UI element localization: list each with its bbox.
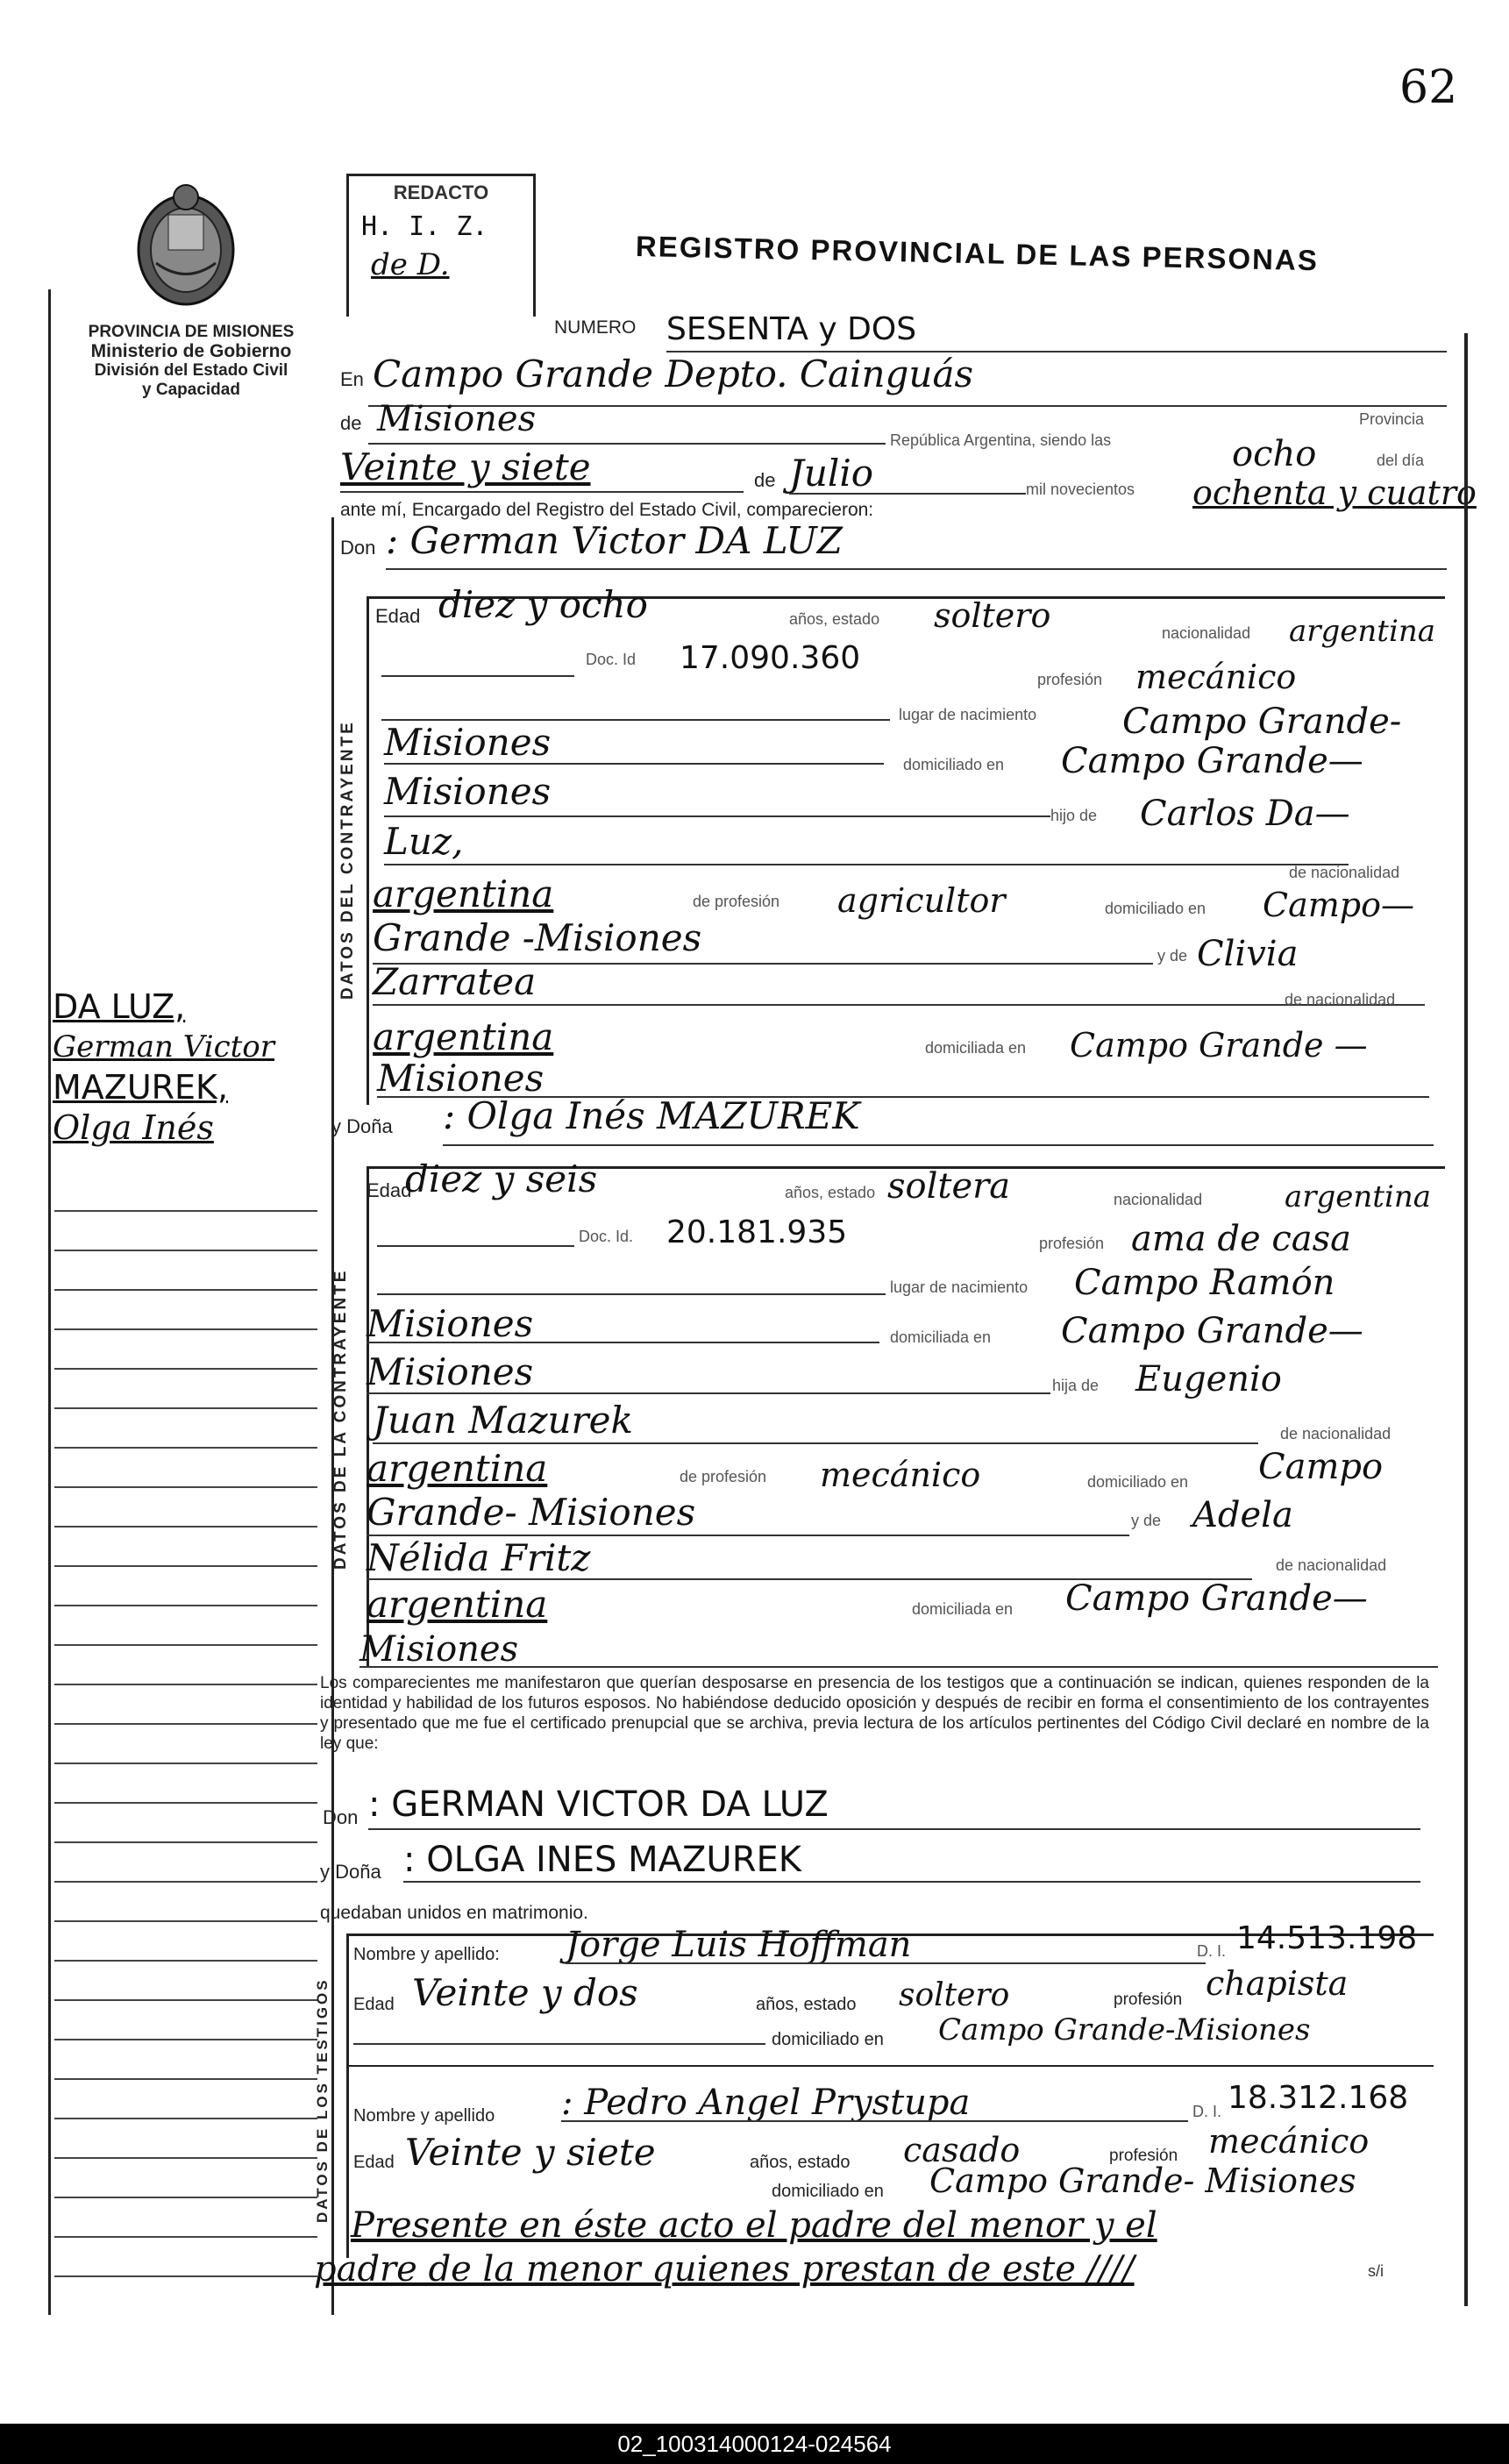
t1-nombre-label: Nombre y apellido: [353, 1945, 500, 1964]
footer-note-line-1: Presente en éste acto el padre del menor y el [351, 2205, 1157, 2246]
contrayenta-name: : Olga Inés MAZUREK [443, 1094, 860, 1137]
t2-dom-label: domiciliado en [772, 2182, 884, 2201]
f-anos-label: años, estado [785, 1184, 876, 1201]
c-nacionalidad-value: argentina [1289, 614, 1436, 649]
union-dona-value: : OLGA INES MAZUREK [403, 1840, 801, 1880]
t2-estado-value: casado [903, 2131, 1021, 2169]
numero-label: NUMERO [554, 317, 637, 338]
union-dona-label: y Doña [320, 1861, 381, 1883]
c-profesion-value: mecánico [1135, 658, 1297, 696]
page-title: REGISTRO PROVINCIAL DE LAS PERSONAS [635, 230, 1320, 277]
c-line-8: Misiones [377, 1057, 545, 1100]
f-padre-value: Eugenio [1135, 1359, 1282, 1399]
t1-edad-value: Veinte y dos [412, 1971, 638, 2014]
t1-edad-label: Edad [353, 1995, 395, 2014]
t2-prof-label: profesión [1109, 2147, 1178, 2165]
sii-mark: s/i [1368, 2262, 1384, 2280]
f-deprof-label: de profesión [680, 1468, 767, 1485]
c-dom-label: domiciliado en [903, 756, 1005, 773]
t1-di-label: D. I. [1197, 1942, 1227, 1960]
f-padre-dom-value: Campo [1258, 1447, 1384, 1487]
t2-profesion-value: mecánico [1208, 2122, 1370, 2161]
t2-di-value: 18.312.168 [1228, 2080, 1409, 2116]
f-dom3-label: domiciliada en [912, 1600, 1014, 1618]
provincia-label: Provincia [1359, 410, 1425, 428]
c-doc-label: Doc. Id [586, 651, 637, 668]
t1-nombre-value: Jorge Luis Hoffman [566, 1925, 912, 1965]
margin-notes [53, 986, 274, 1148]
contrayenta-section-label: DATOS DE LA CONTRAYENTE [331, 1268, 350, 1570]
declaration-paragraph: Los comparecientes me manifestaron que querían desposarse en presencia de los testigos que a continuación se indican, quienes responden de la identidad y habilidad de los futuros esposos. No habiéndose deducido oposición y después de recibir en forma el consentimiento de los contrayentes y presentado que me fue el certificado prenupcial que se archiva, previa lectura de los artículos pertinentes del Código Civil declaré en nombre de la ley que: [320, 1674, 1429, 1753]
f-nac3-label: de nacionalidad [1276, 1556, 1387, 1574]
f-line-5: Grande- Misiones [367, 1491, 696, 1534]
c-line-6: Zarratea [373, 960, 537, 1003]
union-don-value: : GERMAN VICTOR DA LUZ [368, 1784, 829, 1825]
c-nac3-label: de nacionalidad [1285, 991, 1396, 1008]
c-line-7: argentina [373, 1015, 554, 1058]
c-deprof-label: de profesión [693, 893, 780, 910]
c-lugar-label: lugar de nacimiento [899, 706, 1037, 723]
coat-of-arms-emblem [130, 180, 242, 310]
testigos-section-label: DATOS DE LOS TESTIGOS [314, 1977, 331, 2223]
right-border [1464, 333, 1468, 2306]
f-madre-value: Adela [1192, 1495, 1293, 1535]
c-line-3: Luz, [384, 820, 464, 863]
f-nac2-label: de nacionalidad [1280, 1425, 1392, 1442]
t2-nombre-label: Nombre y apellido [353, 2106, 495, 2126]
f-line-2: Misiones [367, 1350, 534, 1393]
republica-text: República Argentina, siendo las [890, 431, 1112, 449]
c-anos-label: años, estado [789, 610, 880, 628]
t1-domicilio-value: Campo Grande-Misiones [938, 2012, 1311, 2047]
t1-dom-label: domiciliado en [772, 2030, 884, 2049]
quedaban-text: quedaban unidos en matrimonio. [320, 1903, 588, 1923]
redacto-line-1: H. I. Z. [361, 211, 488, 242]
numero-value: SESENTA y DOS [666, 311, 917, 347]
f-line-6: Nélida Fritz [367, 1536, 591, 1579]
t1-anos-label: años, estado [756, 1995, 857, 2014]
capacity-label: y Capacidad [142, 381, 240, 399]
c-line-4: argentina [373, 872, 554, 915]
f-line-8: Misiones [359, 1629, 519, 1670]
caption-bar [0, 2424, 1509, 2464]
union-don-label: Don [323, 1806, 359, 1828]
anio-value: ochenta y cuatro [1192, 474, 1477, 512]
province-label: PROVINCIA DE MISIONES [88, 323, 295, 341]
redacto-line-2: de D. [371, 247, 450, 282]
f-yde-label: y de [1131, 1512, 1162, 1529]
left-margin-border [48, 289, 51, 2315]
t2-edad-label: Edad [353, 2153, 395, 2172]
t2-edad-value: Veinte y siete [405, 2131, 656, 2174]
del-dia-label: del día [1377, 452, 1425, 469]
f-hija-label: hija de [1052, 1377, 1100, 1394]
c-line-5: Grande -Misiones [373, 916, 702, 959]
c-yde-label: y de [1157, 947, 1188, 965]
dia-value: Veinte y siete [340, 445, 591, 488]
c-padre-dom-value: Campo— [1263, 886, 1414, 924]
hora-value: ocho [1232, 434, 1317, 474]
f-doc-value: 20.181.935 [666, 1214, 848, 1250]
ministry-header [60, 323, 323, 400]
ante-text: ante mí, Encargado del Registro del Estado Civil, comparecieron: [340, 500, 874, 520]
en-label: En [340, 368, 364, 390]
t1-prof-label: profesión [1114, 1990, 1183, 2009]
c-madre-dom-value: Campo Grande — [1070, 1026, 1368, 1065]
provincia-value: Misiones [377, 399, 537, 439]
t2-domicilio-value: Campo Grande- Misiones [929, 2161, 1356, 2200]
f-padre-prof-value: mecánico [820, 1456, 981, 1494]
c-edad-label: Edad [375, 605, 421, 627]
f-line-4: argentina [367, 1447, 548, 1490]
f-lugar-label: lugar de nacimiento [890, 1278, 1029, 1296]
f-madre-dom-value: Campo Grande— [1065, 1578, 1368, 1619]
f-dom2-label: domiciliado en [1087, 1473, 1189, 1491]
c-line-2: Misiones [384, 770, 552, 813]
c-nac-label: nacionalidad [1162, 624, 1251, 642]
t2-anos-label: años, estado [750, 2153, 851, 2172]
f-estado-value: soltera [887, 1166, 1011, 1207]
c-nac2-label: de nacionalidad [1289, 864, 1400, 881]
contrayente-name: : German Victor DA LUZ [386, 519, 843, 562]
page-number: 62 [1399, 61, 1458, 114]
c-dom3-label: domiciliada en [925, 1039, 1027, 1057]
footer-note-line-2: padre de la menor quienes prestan de este //// [314, 2249, 1135, 2290]
file-id-caption: 02_100314000124-024564 [617, 2431, 892, 2457]
f-dom-label: domiciliada en [890, 1328, 992, 1346]
t2-nombre-value: : Pedro Angel Prystupa [561, 2083, 971, 2123]
margin-note-name-1: German Victor [53, 1029, 275, 1065]
f-line-7: argentina [367, 1583, 548, 1626]
t1-profesion-value: chapista [1206, 1964, 1349, 2003]
division-label: División del Estado Civil [94, 361, 288, 380]
c-hijo-label: hijo de [1050, 807, 1098, 824]
f-lugar-value: Campo Ramón [1074, 1263, 1335, 1303]
c-edad-value: diez y ocho [438, 583, 648, 626]
dona-label: y Doña [331, 1115, 393, 1137]
redacto-label: REDACTO [393, 182, 489, 203]
margin-note-surname-2: MAZUREK, [53, 1068, 229, 1107]
c-doc-value: 17.090.360 [680, 640, 861, 676]
t1-estado-value: soltero [899, 1977, 1010, 2013]
margin-note-surname-1: DA LUZ, [53, 987, 186, 1026]
f-nacionalidad-value: argentina [1285, 1179, 1432, 1214]
de-label: de [340, 412, 362, 434]
c-madre-value: Clivia [1197, 934, 1299, 974]
redacto-box [346, 174, 536, 317]
margin-note-name-2: Olga Inés [53, 1108, 214, 1147]
c-dom2-label: domiciliado en [1105, 900, 1206, 917]
f-profesion-value: ama de casa [1131, 1219, 1351, 1259]
c-estado-value: soltero [934, 596, 1051, 635]
ministry-label: Ministerio de Gobierno [90, 341, 292, 361]
c-domicilio-value: Campo Grande— [1061, 741, 1363, 781]
t2-di-label: D. I. [1192, 2103, 1222, 2120]
mes-value: Julio [789, 452, 874, 495]
f-line-1: Misiones [367, 1302, 534, 1345]
contrayente-section-label: DATOS DEL CONTRAYENTE [338, 720, 357, 1000]
c-lugar-value: Campo Grande- [1122, 701, 1402, 742]
f-doc-label: Doc. Id. [579, 1228, 634, 1245]
f-nac-label: nacionalidad [1114, 1191, 1203, 1208]
don-label: Don [340, 537, 376, 559]
t1-di-value: 14.513.198 [1236, 1920, 1418, 1956]
c-padre-value: Carlos Da— [1140, 794, 1350, 834]
en-value: Campo Grande Depto. Cainguás [373, 353, 974, 395]
f-domicilio-value: Campo Grande— [1061, 1311, 1363, 1351]
de-mes-label: de [754, 469, 776, 491]
c-line-1: Misiones [384, 721, 552, 764]
f-edad-label: Edad [367, 1179, 412, 1201]
f-line-3: Juan Mazurek [373, 1399, 633, 1442]
mil-novecientos-label: mil novecientos [1026, 481, 1135, 498]
c-padre-prof-value: agricultor [837, 881, 1006, 920]
f-edad-value: diez y seis [405, 1157, 598, 1200]
f-prof-label: profesión [1039, 1235, 1105, 1252]
c-prof-label: profesión [1037, 671, 1103, 688]
